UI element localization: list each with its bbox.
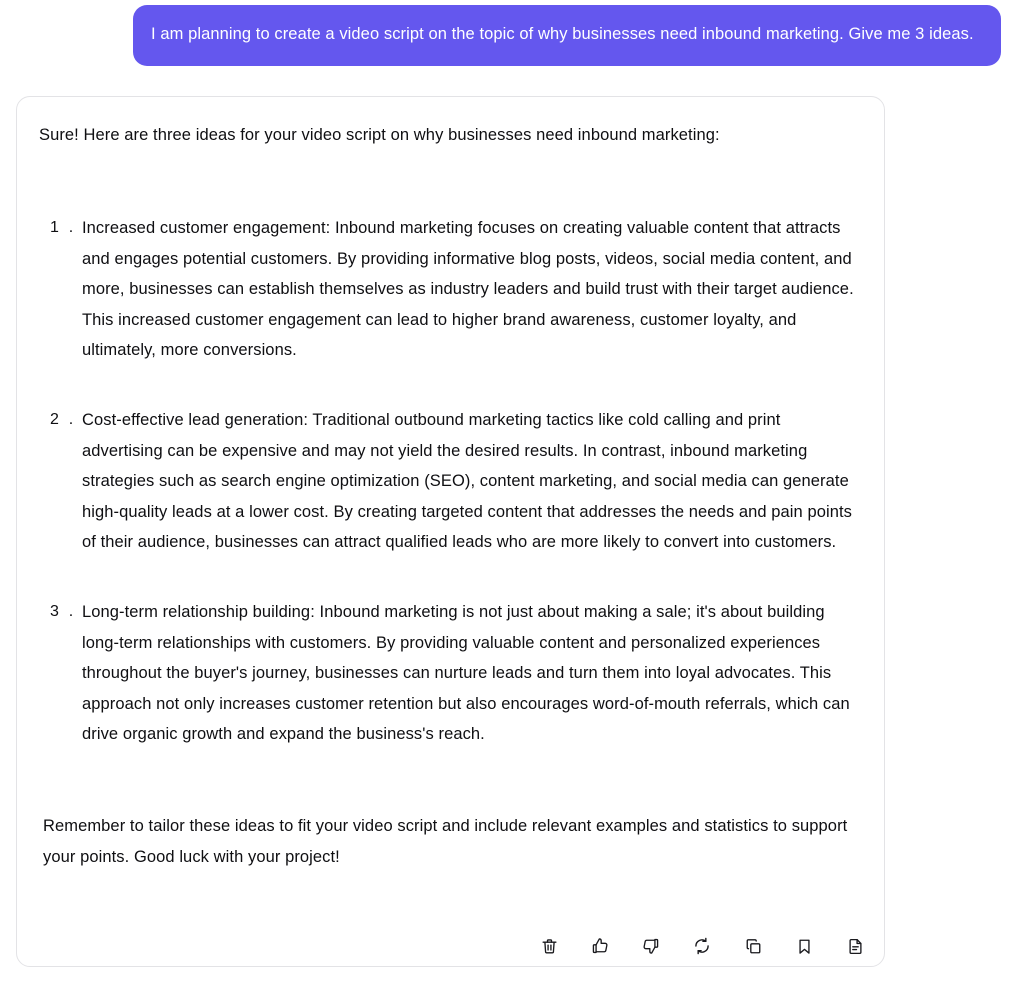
list-item-text: Increased customer engagement: Inbound marketing focuses on creating valuable content that attracts and engages potential customers. By providing informative blog posts, videos, social media content, and more, businesses can establish themselves as industry leaders and build trust with their target audience. This increased customer engagement can lead to higher brand awareness, customer loyalty, and ultimately, more conversions. <box>82 219 854 360</box>
delete-button[interactable] <box>537 934 561 958</box>
document-icon <box>846 937 865 956</box>
refresh-icon <box>692 936 712 956</box>
assistant-intro-text: Sure! Here are three ideas for your video script on why businesses need inbound marketing: <box>39 126 720 144</box>
dislike-button[interactable] <box>639 934 663 958</box>
list-item-marker: 2 . <box>50 410 76 428</box>
list-item-marker: 3 . <box>50 602 76 620</box>
assistant-closing-text: Remember to tailor these ideas to fit your video script and include relevant examples and statistics to support your points. Good luck with your project! <box>43 816 848 866</box>
trash-icon <box>540 937 559 956</box>
list-item <box>39 213 862 366</box>
list-item-marker: 1 . <box>50 219 76 236</box>
list-item <box>39 597 862 750</box>
like-button[interactable] <box>588 934 612 958</box>
copy-icon <box>744 937 763 956</box>
regenerate-button[interactable] <box>690 934 714 958</box>
bookmark-icon <box>795 937 814 956</box>
list-item-text: Cost-effective lead generation: Traditional outbound marketing tactics like cold calling and print advertising can be expensive and may not yield the desired results. In contrast, inbound marketing strategies such as search engine optimization (SEO), content marketing, and social media can generate high-quality leads at a lower cost. By creating targeted content that addresses the needs and pain points of their audience, businesses can attract qualified leads who are more likely to convert into customers. <box>82 410 852 552</box>
user-message-row <box>0 0 1024 66</box>
copy-button[interactable] <box>741 934 765 958</box>
user-message-bubble: I am planning to create a video script on the topic of why businesses need inbound marketing. Give me 3 ideas. <box>133 5 1001 66</box>
assistant-response-card <box>16 96 885 967</box>
document-button[interactable] <box>843 934 867 958</box>
idea-list <box>39 213 862 750</box>
list-item <box>39 405 862 558</box>
thumbs-down-icon <box>641 936 661 956</box>
list-item-text: Long-term relationship building: Inbound marketing is not just about making a sale; it's about building long-term relationships with customers. By providing valuable content and personalized experiences throughout the buyer's journey, businesses can nurture leads and turn them into loyal advocates. This approach not only increases customer retention but also encourages word-of-mouth referrals, which can drive organic growth and expand the business's reach. <box>82 602 850 744</box>
thumbs-up-icon <box>590 936 610 956</box>
bookmark-button[interactable] <box>792 934 816 958</box>
message-action-bar <box>537 934 867 958</box>
